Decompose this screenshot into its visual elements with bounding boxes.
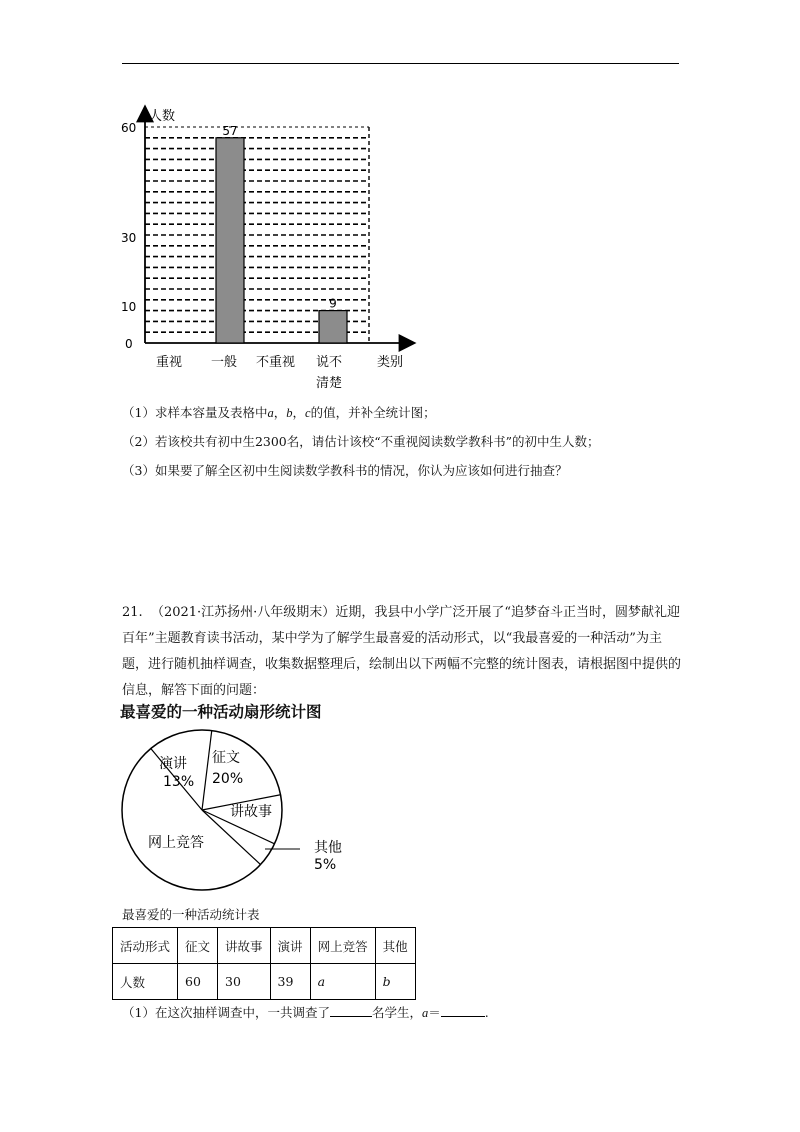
table-header-cell: 活动形式 <box>113 928 178 964</box>
table-header-cell: 网上竞答 <box>310 928 375 964</box>
x-tick-label: 说不 <box>316 355 343 370</box>
y-tick-label: 60 <box>121 121 137 135</box>
table-header-cell: 讲故事 <box>218 928 271 964</box>
table-cell: 30 <box>218 964 271 1000</box>
pie-label-story: 讲故事 <box>230 804 272 820</box>
y-axis-label: 人数 <box>149 109 176 124</box>
question-21-1: （1）在这次抽样调查中，一共调查了 名学生，a＝ . <box>122 1005 489 1020</box>
question-20-3: （3）如果要了解全区初中生阅读数学教科书的情况，你认为应该如何进行抽查？ <box>122 463 568 478</box>
answer-blank[interactable] <box>330 1004 372 1017</box>
question-20-2: （2）若该校共有初中生2300名，请估计该校“不重视阅读数学教科书”的初中生人数； <box>122 434 600 449</box>
pie-label-speech: 演讲 <box>159 756 187 772</box>
y-tick-label: 30 <box>121 231 137 245</box>
bar-说不清楚 <box>319 311 347 343</box>
pie-label-quiz: 网上竞答 <box>148 835 204 851</box>
header-rule <box>122 63 679 64</box>
answer-blank[interactable] <box>441 1004 485 1017</box>
table-cell: 60 <box>178 964 218 1000</box>
x-axis-label: 类别 <box>377 355 404 370</box>
x-tick-label: 重视 <box>156 355 183 370</box>
table-row <box>113 964 416 1000</box>
pie-label-other: 其他 <box>314 840 342 856</box>
x-tick-label: 一般 <box>211 355 238 370</box>
activity-table <box>112 927 416 1000</box>
pie-chart-title: 最喜爱的一种活动扇形统计图 <box>120 703 322 721</box>
y-tick-label: 10 <box>121 300 137 314</box>
y-tick-label: 0 <box>125 337 133 351</box>
table-cell: a <box>310 964 375 1000</box>
table-title: 最喜爱的一种活动统计表 <box>122 907 260 922</box>
pie-percent-speech: 13% <box>163 774 195 790</box>
problem-21-text: 21. （2021·江苏扬州·八年级期末）近期，我县中小学广泛开展了“追梦奋斗正当时，圆梦献礼迎百年”主题教育读书活动，某中学为了解学生最喜爱的活动形式，以“我最喜爱的一种活动”为主题，进行随机抽样调查，收集数据整理后，绘制出以下两幅不完整的统计图表，请根据图中提供的信息，解答下面的问题： <box>122 605 682 698</box>
bar-chart <box>115 100 425 400</box>
x-tick-label: 不重视 <box>256 355 296 370</box>
pie-label-essay: 征文 <box>212 750 240 766</box>
x-tick-label: 清楚 <box>316 376 343 391</box>
bar-一般 <box>216 138 244 343</box>
table-header-cell: 演讲 <box>270 928 310 964</box>
pie-percent-essay: 20% <box>212 771 244 787</box>
pie-percent-other: 5% <box>314 857 337 873</box>
question-20-1: （1）求样本容量及表格中a，b，c的值，并补全统计图； <box>122 405 436 420</box>
table-header-cell: 其他 <box>375 928 415 964</box>
table-row <box>113 928 416 964</box>
pie-chart <box>115 722 375 902</box>
bar-value-label: 9 <box>329 296 337 311</box>
table-cell: 39 <box>270 964 310 1000</box>
table-cell: 人数 <box>113 964 178 1000</box>
table-cell: b <box>375 964 415 1000</box>
bar-value-label: 57 <box>222 123 238 138</box>
table-header-cell: 征文 <box>178 928 218 964</box>
